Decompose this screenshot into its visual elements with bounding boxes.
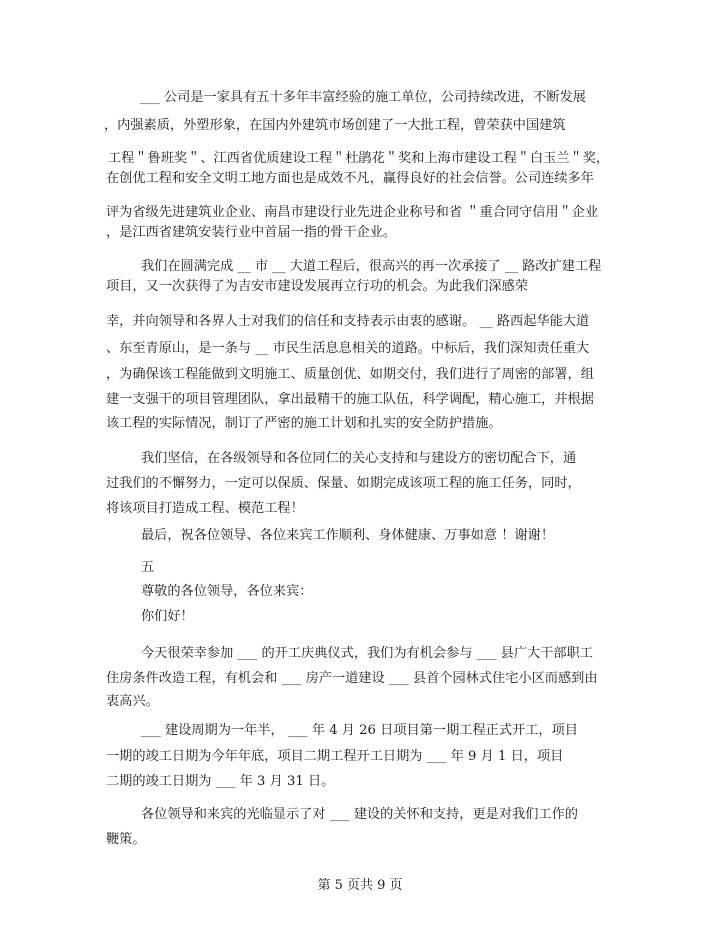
- text-line: 建一支强干的项目管理团队，拿出最精干的施工队伍，科学调配，精心施工，并根据: [106, 392, 594, 407]
- text-line: ___ 建设周期为一年半， ___ 年 4 月 26 日项目第一期工程正式开工，项目: [141, 723, 578, 738]
- text-line: 衷高兴。: [106, 694, 159, 709]
- text-line: 项目，又一次获得了为吉安市建设发展再立行功的机会。为此我们深感荣: [106, 279, 528, 294]
- text-line: 住房条件改造工程，有机会和 ___ 房产一道建设 ___ 县首个园林式住宅小区而感到由: [106, 671, 598, 686]
- text-line: 幸，并向领导和各界人士对我们的信任和支持表示由衷的感谢。 __ 路西起华能大道: [106, 314, 590, 329]
- text-line: 二期的竣工日期为 ___ 年 3 月 31 日。: [106, 774, 335, 789]
- text-line: ___ 公司是一家具有五十多年丰富经验的施工单位，公司持续改进，不断发展: [140, 90, 586, 105]
- text-line: 我们坚信，在各级领导和各位同仁的关心支持和与建设方的密切配合下，通: [141, 451, 577, 466]
- text-line: 最后，祝各位领导、各位来宾工作顺利、身体健康、万事如意 ！谢谢！: [141, 528, 555, 543]
- salutation: 尊敬的各位领导，各位来宾：: [141, 584, 313, 599]
- text-line: ，内强素质，外塑形象，在国内外建筑市场创建了一大批工程，曾荣获中国建筑: [104, 118, 566, 133]
- section-number: 五: [141, 560, 155, 575]
- text-line: 今天很荣幸参加 ___ 的开工庆典仪式，我们为有机会参与 ___ 县广大干部职工: [141, 646, 593, 661]
- text-line: 我们在圆满完成 __ 市 __ 大道工程后，很高兴的再一次承接了 __ 路改扩建工程: [141, 259, 602, 274]
- text-line: ，为确保该工程能做到文明施工、质量创优、如期交付，我们进行了周密的部署，组: [106, 367, 594, 382]
- text-line: 在创优工程和安全文明工地方面也是成效不凡，赢得良好的社会信誉。公司连续多年: [106, 171, 594, 186]
- text-line: 评为省级先进建筑业企业、南昌市建设行业先进企业称号和省 ＂重合同守信用＂企业: [106, 205, 599, 220]
- text-line: 将该项目打造成工程、模范工程！: [106, 501, 304, 516]
- text-line: 该工程的实际情况，制订了严密的施工计划和扎实的安全防护措施。: [106, 416, 502, 431]
- text-line: 一期的竣工日期为今年年底，项目二期工程开工日期为 ___ 年 9 月 1 日，项目: [106, 749, 564, 764]
- text-line: 工程＂鲁班奖＂、江西省优质建设工程＂杜鹃花＂奖和上海市建设工程＂白玉兰＂奖，: [108, 151, 610, 166]
- page-footer: 第 5 页共 9 页: [317, 878, 403, 893]
- text-line: 过我们的不懈努力，一定可以保质、保量、如期完成该项工程的施工任务，同时，: [106, 476, 581, 491]
- text-line: 、东至青原山，是一条与 __ 市民生活息息相关的道路。中标后，我们深知责任重大: [106, 341, 590, 356]
- greeting: 你们好！: [141, 609, 194, 624]
- text-line: ，是江西省建筑安装行业中首届一指的骨干企业。: [106, 225, 397, 240]
- text-line: 各位领导和来宾的光临显示了对 ___ 建设的关怀和支持，更是对我们工作的: [141, 807, 578, 822]
- text-line: 鞭策。: [106, 832, 146, 847]
